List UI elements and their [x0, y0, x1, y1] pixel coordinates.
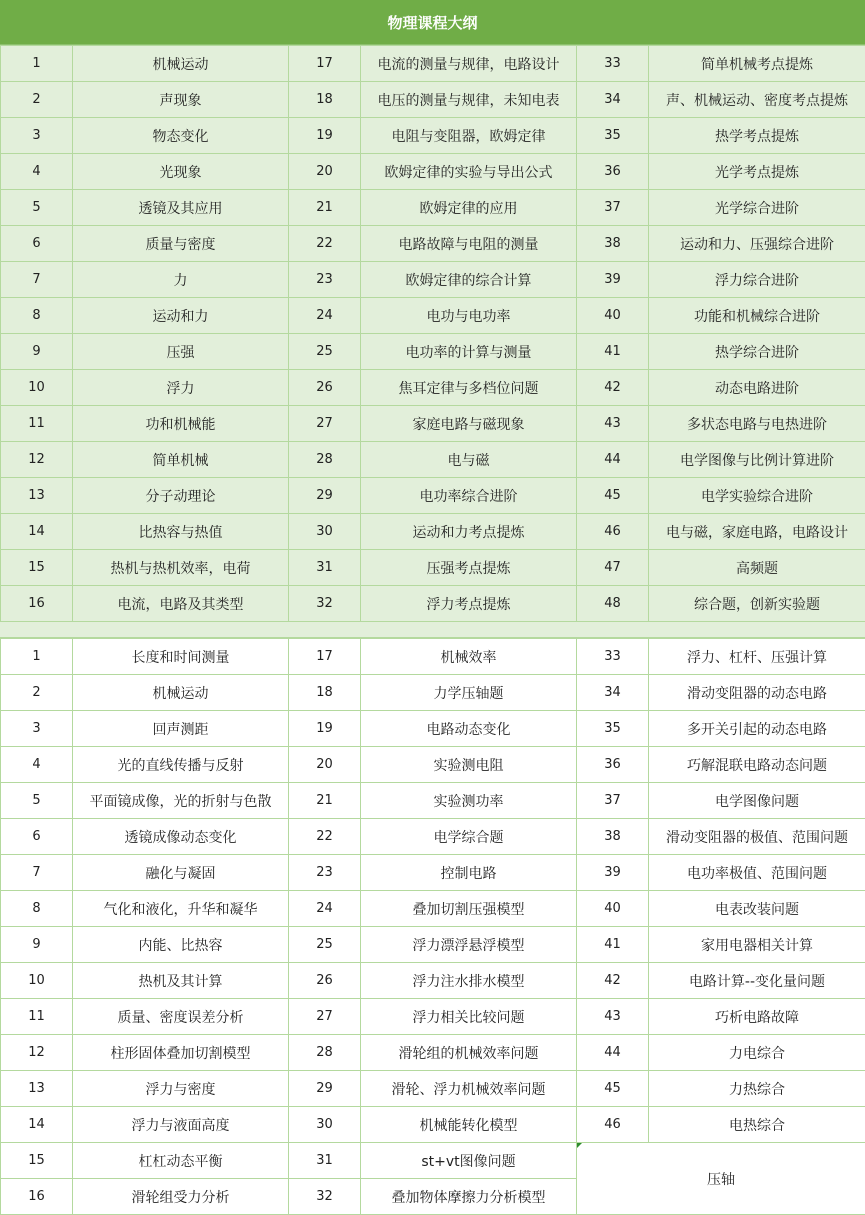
lesson-number: 5: [1, 190, 73, 226]
lesson-topic: 光现象: [73, 154, 289, 190]
lesson-topic: 运动和力: [73, 298, 289, 334]
table-row: [1, 891, 865, 927]
lesson-topic: 声、机械运动、密度考点提炼: [649, 82, 865, 118]
lesson-topic: 电热综合: [649, 1107, 865, 1143]
lesson-topic: 滑动变阻器的极值、范围问题: [649, 819, 865, 855]
lesson-topic: 压强: [73, 334, 289, 370]
lesson-topic: 平面镜成像，光的折射与色散: [73, 783, 289, 819]
table-row: [1, 514, 865, 550]
lesson-topic: 电功与电功率: [361, 298, 577, 334]
lesson-number: 36: [577, 154, 649, 190]
table-row: [1, 406, 865, 442]
lesson-number: 33: [577, 46, 649, 82]
lesson-number: 14: [1, 1107, 73, 1143]
table-row: [1, 226, 865, 262]
lesson-number: 43: [577, 999, 649, 1035]
lesson-number: 15: [1, 550, 73, 586]
lesson-topic: 比热容与热值: [73, 514, 289, 550]
lesson-number: 27: [289, 406, 361, 442]
table-row: [1, 747, 865, 783]
lesson-topic: 欧姆定律的综合计算: [361, 262, 577, 298]
table-row: [1, 819, 865, 855]
lesson-number: 11: [1, 999, 73, 1035]
lesson-number: 46: [577, 514, 649, 550]
lesson-topic: 杠杠动态平衡: [73, 1143, 289, 1179]
table-row: [1, 1035, 865, 1071]
lesson-topic: 电压的测量与规律，未知电表: [361, 82, 577, 118]
lesson-topic: 长度和时间测量: [73, 639, 289, 675]
lesson-number: 26: [289, 370, 361, 406]
lesson-topic: 电阻与变阻器，欧姆定律: [361, 118, 577, 154]
lesson-topic: 电与磁，家庭电路，电路设计: [649, 514, 865, 550]
lesson-topic: 热学综合进阶: [649, 334, 865, 370]
lesson-number: 13: [1, 1071, 73, 1107]
lesson-number: 21: [289, 783, 361, 819]
lesson-topic: 叠加切割压强模型: [361, 891, 577, 927]
lesson-number: 26: [289, 963, 361, 999]
lesson-number: 8: [1, 891, 73, 927]
lesson-topic: 电学图像与比例计算进阶: [649, 442, 865, 478]
lesson-number: 46: [577, 1107, 649, 1143]
lesson-topic: 气化和液化，升华和凝华: [73, 891, 289, 927]
table-row: [1, 963, 865, 999]
lesson-number: 20: [289, 747, 361, 783]
lesson-number: 44: [577, 442, 649, 478]
lesson-topic: 家庭电路与磁现象: [361, 406, 577, 442]
table-row: [1, 1107, 865, 1143]
lesson-number: 11: [1, 406, 73, 442]
lesson-topic: 透镜及其应用: [73, 190, 289, 226]
lesson-number: 30: [289, 514, 361, 550]
lesson-number: 9: [1, 334, 73, 370]
lesson-number: 33: [577, 639, 649, 675]
lesson-number: 22: [289, 819, 361, 855]
lesson-number: 48: [577, 586, 649, 622]
lesson-number: 28: [289, 442, 361, 478]
table-row: [1, 154, 865, 190]
lesson-number: 17: [289, 639, 361, 675]
lesson-number: 24: [289, 891, 361, 927]
lesson-number: 32: [289, 1179, 361, 1215]
lesson-number: 32: [289, 586, 361, 622]
lesson-number: 25: [289, 927, 361, 963]
lesson-number: 28: [289, 1035, 361, 1071]
lesson-number: 25: [289, 334, 361, 370]
lesson-number: 38: [577, 819, 649, 855]
lesson-number: 18: [289, 82, 361, 118]
lesson-number: 19: [289, 711, 361, 747]
lesson-number: 1: [1, 46, 73, 82]
lesson-number: 8: [1, 298, 73, 334]
lesson-topic: 多开关引起的动态电路: [649, 711, 865, 747]
table-row: [1, 190, 865, 226]
lesson-topic: 功能和机械综合进阶: [649, 298, 865, 334]
lesson-number: 10: [1, 370, 73, 406]
lesson-number: 38: [577, 226, 649, 262]
lesson-number: 13: [1, 478, 73, 514]
lesson-number: 34: [577, 675, 649, 711]
lesson-topic: 机械效率: [361, 639, 577, 675]
lesson-number: 34: [577, 82, 649, 118]
lesson-topic: 机械运动: [73, 675, 289, 711]
lesson-topic: 叠加物体摩擦力分析模型: [361, 1179, 577, 1215]
lesson-number: 20: [289, 154, 361, 190]
table-row: [1, 639, 865, 675]
table-row: [1, 442, 865, 478]
lesson-number: 35: [577, 118, 649, 154]
lesson-topic: 实验测电阻: [361, 747, 577, 783]
table-row: [1, 586, 865, 622]
lesson-topic: 热机及其计算: [73, 963, 289, 999]
table-row: [1, 675, 865, 711]
lesson-topic: 物态变化: [73, 118, 289, 154]
lesson-number: 4: [1, 154, 73, 190]
lesson-topic: 回声测距: [73, 711, 289, 747]
lesson-topic: 多状态电路与电热进阶: [649, 406, 865, 442]
lesson-number: 40: [577, 891, 649, 927]
lesson-topic: 电路动态变化: [361, 711, 577, 747]
lesson-number: 37: [577, 783, 649, 819]
lesson-number: 6: [1, 819, 73, 855]
lesson-topic: 巧解混联电路动态问题: [649, 747, 865, 783]
lesson-number: 2: [1, 675, 73, 711]
lesson-number: 7: [1, 262, 73, 298]
lesson-topic: 浮力与液面高度: [73, 1107, 289, 1143]
lesson-number: 16: [1, 586, 73, 622]
lesson-topic: 透镜成像动态变化: [73, 819, 289, 855]
lesson-number: 15: [1, 1143, 73, 1179]
table-row: [1, 711, 865, 747]
lesson-topic: 电流，电路及其类型: [73, 586, 289, 622]
lesson-topic: 融化与凝固: [73, 855, 289, 891]
table-row: [1, 855, 865, 891]
lesson-topic: 浮力考点提炼: [361, 586, 577, 622]
lesson-number: 40: [577, 298, 649, 334]
lesson-topic: 运动和力考点提炼: [361, 514, 577, 550]
lesson-number: 3: [1, 711, 73, 747]
lesson-topic: 简单机械考点提炼: [649, 46, 865, 82]
lesson-topic: 功和机械能: [73, 406, 289, 442]
table-row: [1, 1143, 865, 1179]
lesson-topic: 电学图像问题: [649, 783, 865, 819]
lesson-number: 30: [289, 1107, 361, 1143]
lesson-number: 45: [577, 1071, 649, 1107]
lesson-number: 22: [289, 226, 361, 262]
lesson-topic: 滑轮组的机械效率问题: [361, 1035, 577, 1071]
outline-table-secondary: [0, 638, 865, 1215]
lesson-topic: 电功率综合进阶: [361, 478, 577, 514]
lesson-topic: 简单机械: [73, 442, 289, 478]
lesson-topic: 质量、密度误差分析: [73, 999, 289, 1035]
lesson-topic: 压强考点提炼: [361, 550, 577, 586]
lesson-topic: 巧析电路故障: [649, 999, 865, 1035]
lesson-topic: 浮力注水排水模型: [361, 963, 577, 999]
lesson-number: 43: [577, 406, 649, 442]
lesson-topic: 滑动变阻器的动态电路: [649, 675, 865, 711]
lesson-topic: 电表改装问题: [649, 891, 865, 927]
lesson-topic: 滑轮组受力分析: [73, 1179, 289, 1215]
lesson-number: 29: [289, 1071, 361, 1107]
table-row: [1, 783, 865, 819]
merged-topic-cell: 压轴: [577, 1143, 865, 1215]
lesson-topic: 滑轮、浮力机械效率问题: [361, 1071, 577, 1107]
lesson-number: 23: [289, 855, 361, 891]
lesson-topic: 热学考点提炼: [649, 118, 865, 154]
lesson-number: 5: [1, 783, 73, 819]
lesson-number: 12: [1, 1035, 73, 1071]
table-row: [1, 118, 865, 154]
section-divider: [0, 621, 865, 638]
table-row: [1, 927, 865, 963]
lesson-number: 24: [289, 298, 361, 334]
table-row: [1, 550, 865, 586]
lesson-number: 2: [1, 82, 73, 118]
lesson-topic: 柱形固体叠加切割模型: [73, 1035, 289, 1071]
lesson-topic: 欧姆定律的实验与导出公式: [361, 154, 577, 190]
lesson-number: 39: [577, 262, 649, 298]
lesson-topic: 浮力: [73, 370, 289, 406]
lesson-number: 23: [289, 262, 361, 298]
lesson-number: 12: [1, 442, 73, 478]
lesson-topic: 浮力与密度: [73, 1071, 289, 1107]
outline-table-primary: [0, 45, 865, 622]
lesson-number: 29: [289, 478, 361, 514]
lesson-number: 27: [289, 999, 361, 1035]
table-row: [1, 334, 865, 370]
lesson-topic: 力热综合: [649, 1071, 865, 1107]
lesson-topic: 电流的测量与规律，电路设计: [361, 46, 577, 82]
lesson-topic: 浮力综合进阶: [649, 262, 865, 298]
lesson-number: 17: [289, 46, 361, 82]
lesson-topic: 电与磁: [361, 442, 577, 478]
lesson-topic: 动态电路进阶: [649, 370, 865, 406]
table-row: [1, 298, 865, 334]
lesson-number: 18: [289, 675, 361, 711]
table-row: [1, 1071, 865, 1107]
table-row: [1, 999, 865, 1035]
lesson-topic: 电学实验综合进阶: [649, 478, 865, 514]
table-row: [1, 478, 865, 514]
lesson-number: 9: [1, 927, 73, 963]
lesson-number: 44: [577, 1035, 649, 1071]
lesson-topic: 电功率极值、范围问题: [649, 855, 865, 891]
table-row: [1, 46, 865, 82]
lesson-number: 42: [577, 963, 649, 999]
lesson-topic: 光的直线传播与反射: [73, 747, 289, 783]
lesson-number: 4: [1, 747, 73, 783]
lesson-number: 6: [1, 226, 73, 262]
lesson-number: 41: [577, 334, 649, 370]
page-title: 物理课程大纲: [0, 0, 865, 45]
lesson-number: 1: [1, 639, 73, 675]
lesson-number: 7: [1, 855, 73, 891]
lesson-topic: 机械能转化模型: [361, 1107, 577, 1143]
lesson-topic: 浮力漂浮悬浮模型: [361, 927, 577, 963]
lesson-number: 21: [289, 190, 361, 226]
lesson-topic: 光学综合进阶: [649, 190, 865, 226]
lesson-number: 19: [289, 118, 361, 154]
lesson-topic: 内能、比热容: [73, 927, 289, 963]
lesson-topic: 欧姆定律的应用: [361, 190, 577, 226]
lesson-number: 35: [577, 711, 649, 747]
lesson-number: 45: [577, 478, 649, 514]
lesson-topic: 控制电路: [361, 855, 577, 891]
lesson-number: 14: [1, 514, 73, 550]
lesson-topic: 电功率的计算与测量: [361, 334, 577, 370]
table-row: [1, 82, 865, 118]
lesson-topic: 综合题，创新实验题: [649, 586, 865, 622]
lesson-topic: 电学综合题: [361, 819, 577, 855]
lesson-number: 42: [577, 370, 649, 406]
lesson-number: 3: [1, 118, 73, 154]
lesson-number: 10: [1, 963, 73, 999]
lesson-topic: st+vt图像问题: [361, 1143, 577, 1179]
lesson-topic: 焦耳定律与多档位问题: [361, 370, 577, 406]
lesson-number: 37: [577, 190, 649, 226]
lesson-number: 41: [577, 927, 649, 963]
lesson-topic: 浮力、杠杆、压强计算: [649, 639, 865, 675]
lesson-topic: 力: [73, 262, 289, 298]
lesson-number: 31: [289, 550, 361, 586]
lesson-number: 47: [577, 550, 649, 586]
lesson-topic: 实验测功率: [361, 783, 577, 819]
lesson-topic: 力学压轴题: [361, 675, 577, 711]
lesson-topic: 光学考点提炼: [649, 154, 865, 190]
lesson-topic: 质量与密度: [73, 226, 289, 262]
lesson-number: 16: [1, 1179, 73, 1215]
lesson-topic: 家用电器相关计算: [649, 927, 865, 963]
lesson-topic: 声现象: [73, 82, 289, 118]
lesson-topic: 电路故障与电阻的测量: [361, 226, 577, 262]
lesson-topic: 高频题: [649, 550, 865, 586]
lesson-topic: 运动和力、压强综合进阶: [649, 226, 865, 262]
lesson-number: 31: [289, 1143, 361, 1179]
lesson-topic: 热机与热机效率，电荷: [73, 550, 289, 586]
lesson-number: 36: [577, 747, 649, 783]
lesson-topic: 浮力相关比较问题: [361, 999, 577, 1035]
table-row: [1, 262, 865, 298]
table-row: [1, 370, 865, 406]
lesson-topic: 机械运动: [73, 46, 289, 82]
lesson-topic: 电路计算--变化量问题: [649, 963, 865, 999]
lesson-number: 39: [577, 855, 649, 891]
lesson-topic: 分子动理论: [73, 478, 289, 514]
lesson-topic: 力电综合: [649, 1035, 865, 1071]
